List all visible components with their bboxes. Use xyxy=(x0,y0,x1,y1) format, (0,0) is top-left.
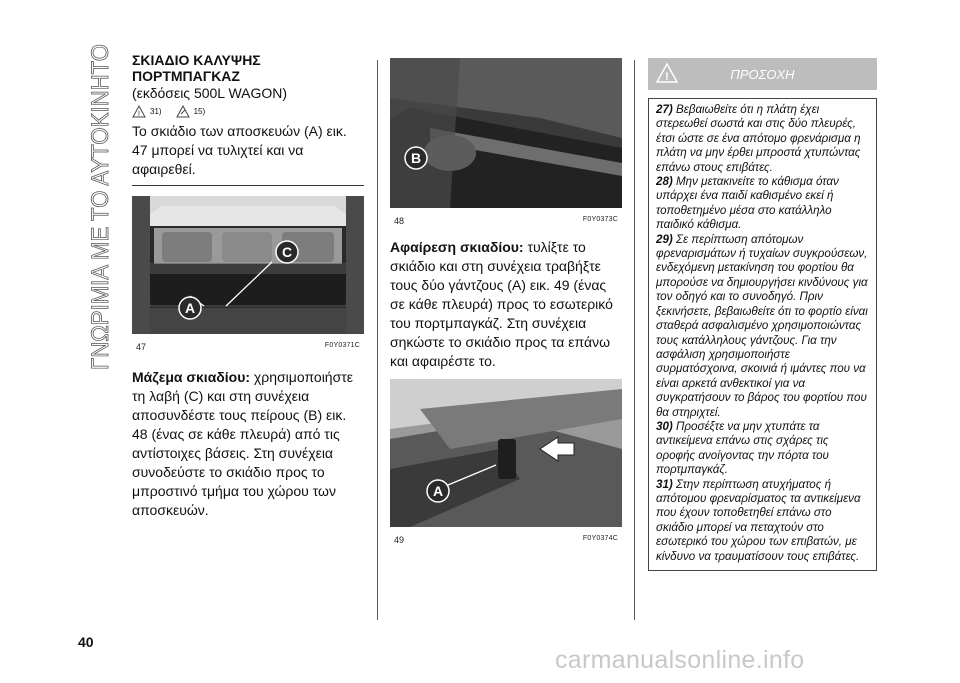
figure-49-number: 49 xyxy=(394,535,405,545)
column-divider-left xyxy=(377,60,378,620)
figure-47 xyxy=(132,196,364,352)
removal-lead: Αφαίρεση σκιαδίου: xyxy=(390,239,524,255)
figure-49-caption xyxy=(390,532,622,545)
attention-title: ΠΡΟΣΟΧΗ xyxy=(730,66,795,82)
figure-48-number: 48 xyxy=(394,216,405,226)
middle-column xyxy=(390,58,622,545)
right-column xyxy=(648,58,877,571)
figure-47-label-c: C xyxy=(281,244,293,260)
figure-47-number: 47 xyxy=(136,342,147,352)
section-title-line2: ΠΟΡΤΜΠΑΓΚΑΖ xyxy=(132,68,240,84)
column-divider-right xyxy=(634,60,635,620)
folding-paragraph xyxy=(132,368,364,520)
figure-47-label-a: A xyxy=(184,300,196,316)
figure-48-caption xyxy=(390,213,622,226)
side-title-text: ΓΝΩΡΙΜΙΑ ΜΕ ΤΟ ΑΥΤΟΚΙΝΗΤΟ xyxy=(87,40,114,370)
figure-49 xyxy=(390,379,622,545)
figure-49-image xyxy=(390,379,622,527)
attention-item-27: 27) Βεβαιωθείτε ότι η πλάτη έχει στερεωθεί σωστά και στις δύο πλευρές, έτσι ώστε σε ένα απότομο φρενάρισμα η πλάτη να μην έρθει μπροστά χτυπώντας επάνω στους επιβάτες. xyxy=(656,103,861,174)
section-subtitle: (εκδόσεις 500L WAGON) xyxy=(132,85,288,101)
attention-item-29: 29) Σε περίπτωση απότομων φρεναρισμάτων ή τυχαίων συγκρούσεων, ενδεχόμενη μετακίνηση του φορτίου θα μπορούσε να δημιουργήσει κινδύνους για τον οδηγό και το συνοδηγό. Πριν ξεκινήσετε, βεβαιωθείτε ότι το φορτίο είναι σταθερά ασφαλισμένο χρησιμοποιώντας τους κατάλληλους γάντζους. Για την ασφάλιση χρησιμοποιήστε συρματόσχοινα, σκοινιά ή ιμάντες που να είναι αρκετά ανθεκτικοί για να συγκρατήσουν το βάρος του φορτίου που θα στηριχτεί. xyxy=(656,232,868,419)
figure-48-image xyxy=(390,58,622,208)
attention-item-30: 30) Προσέξτε να μην χτυπάτε τα αντικείμενα επάνω στις σχάρες τις οροφής ανοίγοντας την πόρτα του πορτμπαγκάζ. xyxy=(656,419,829,477)
warning-triangle-icon xyxy=(656,62,678,84)
attention-item-28: 28) Μην μετακινείτε το κάθισμα όταν υπάρχει ένα παιδί καθισμένο εκεί ή τοποθετημένο μέσα στο κατάλληλο παιδικό κάθισμα. xyxy=(656,175,839,232)
svg-text:!: ! xyxy=(665,71,669,83)
section-title-line1: ΣΚΙΑΔΙΟ ΚΑΛΥΨΗΣ xyxy=(132,52,261,68)
folding-lead: Μάζεμα σκιαδίου: xyxy=(132,369,251,385)
attention-item-31: 31) Στην περίπτωση ατυχήματος ή απότομου φρεναρίσματος τα αντικείμενα που έχουν τοποθετηθεί επάνω στο σκιάδιο μπορεί να πεταχτούν στο εσωτερικό του χώρου των επιβατών, με κίνδυνο να τραυματίσουν τους επιβάτες. xyxy=(656,477,861,563)
figure-48-label-b: B xyxy=(410,150,422,166)
warning-ref-1: 31) xyxy=(150,106,162,116)
left-column xyxy=(132,52,364,520)
figure-47-image xyxy=(132,196,364,334)
side-section-title xyxy=(80,40,120,380)
figure-49-code: F0Y0374C xyxy=(582,535,618,542)
warning-triangle-icon xyxy=(132,105,146,118)
intro-paragraph: Το σκιάδιο των αποσκευών (A) εικ. 47 μπορεί να τυλιχτεί και να αφαιρεθεί. xyxy=(132,123,347,177)
removal-paragraph xyxy=(390,238,622,371)
separator xyxy=(132,185,364,186)
figure-48 xyxy=(390,58,622,226)
figure-49-label-a: A xyxy=(432,483,444,499)
figure-47-caption xyxy=(132,339,364,352)
attention-header xyxy=(648,58,877,90)
warning-ref-2: 15) xyxy=(193,106,206,116)
removal-text: τυλίξτε το σκιάδιο και στη συνέχεια τραβήξτε τους δύο γάντζους (A) εικ. 49 (ένας σε κάθε πλευρά) προς το εσωτερικό του πορτμπαγκάζ. Στη συνέχεια σηκώστε το σκιάδιο προς τα επάνω και αφαιρέστε το. xyxy=(390,239,613,369)
page-number: 40 xyxy=(78,634,94,650)
attention-box xyxy=(648,98,877,571)
warning-references xyxy=(132,104,364,118)
figure-47-code: F0Y0371C xyxy=(324,342,360,349)
info-triangle-icon xyxy=(176,105,190,118)
folding-text: χρησιμοποιήστε τη λαβή (C) και στη συνέχεια αποσυνδέστε τους πείρους (B) εικ. 48 (ένας σε κάθε πλευρά) από τις αντίστοιχες βάσεις. Στη συνέχεια συνοδεύστε το σκιάδιο προς το μπροστινό τμήμα του χώρου των αποσκευών. xyxy=(132,369,353,518)
svg-text:!: ! xyxy=(138,110,140,118)
figure-48-code: F0Y0373C xyxy=(582,216,618,223)
watermark: carmanualsonline.info xyxy=(555,646,805,674)
